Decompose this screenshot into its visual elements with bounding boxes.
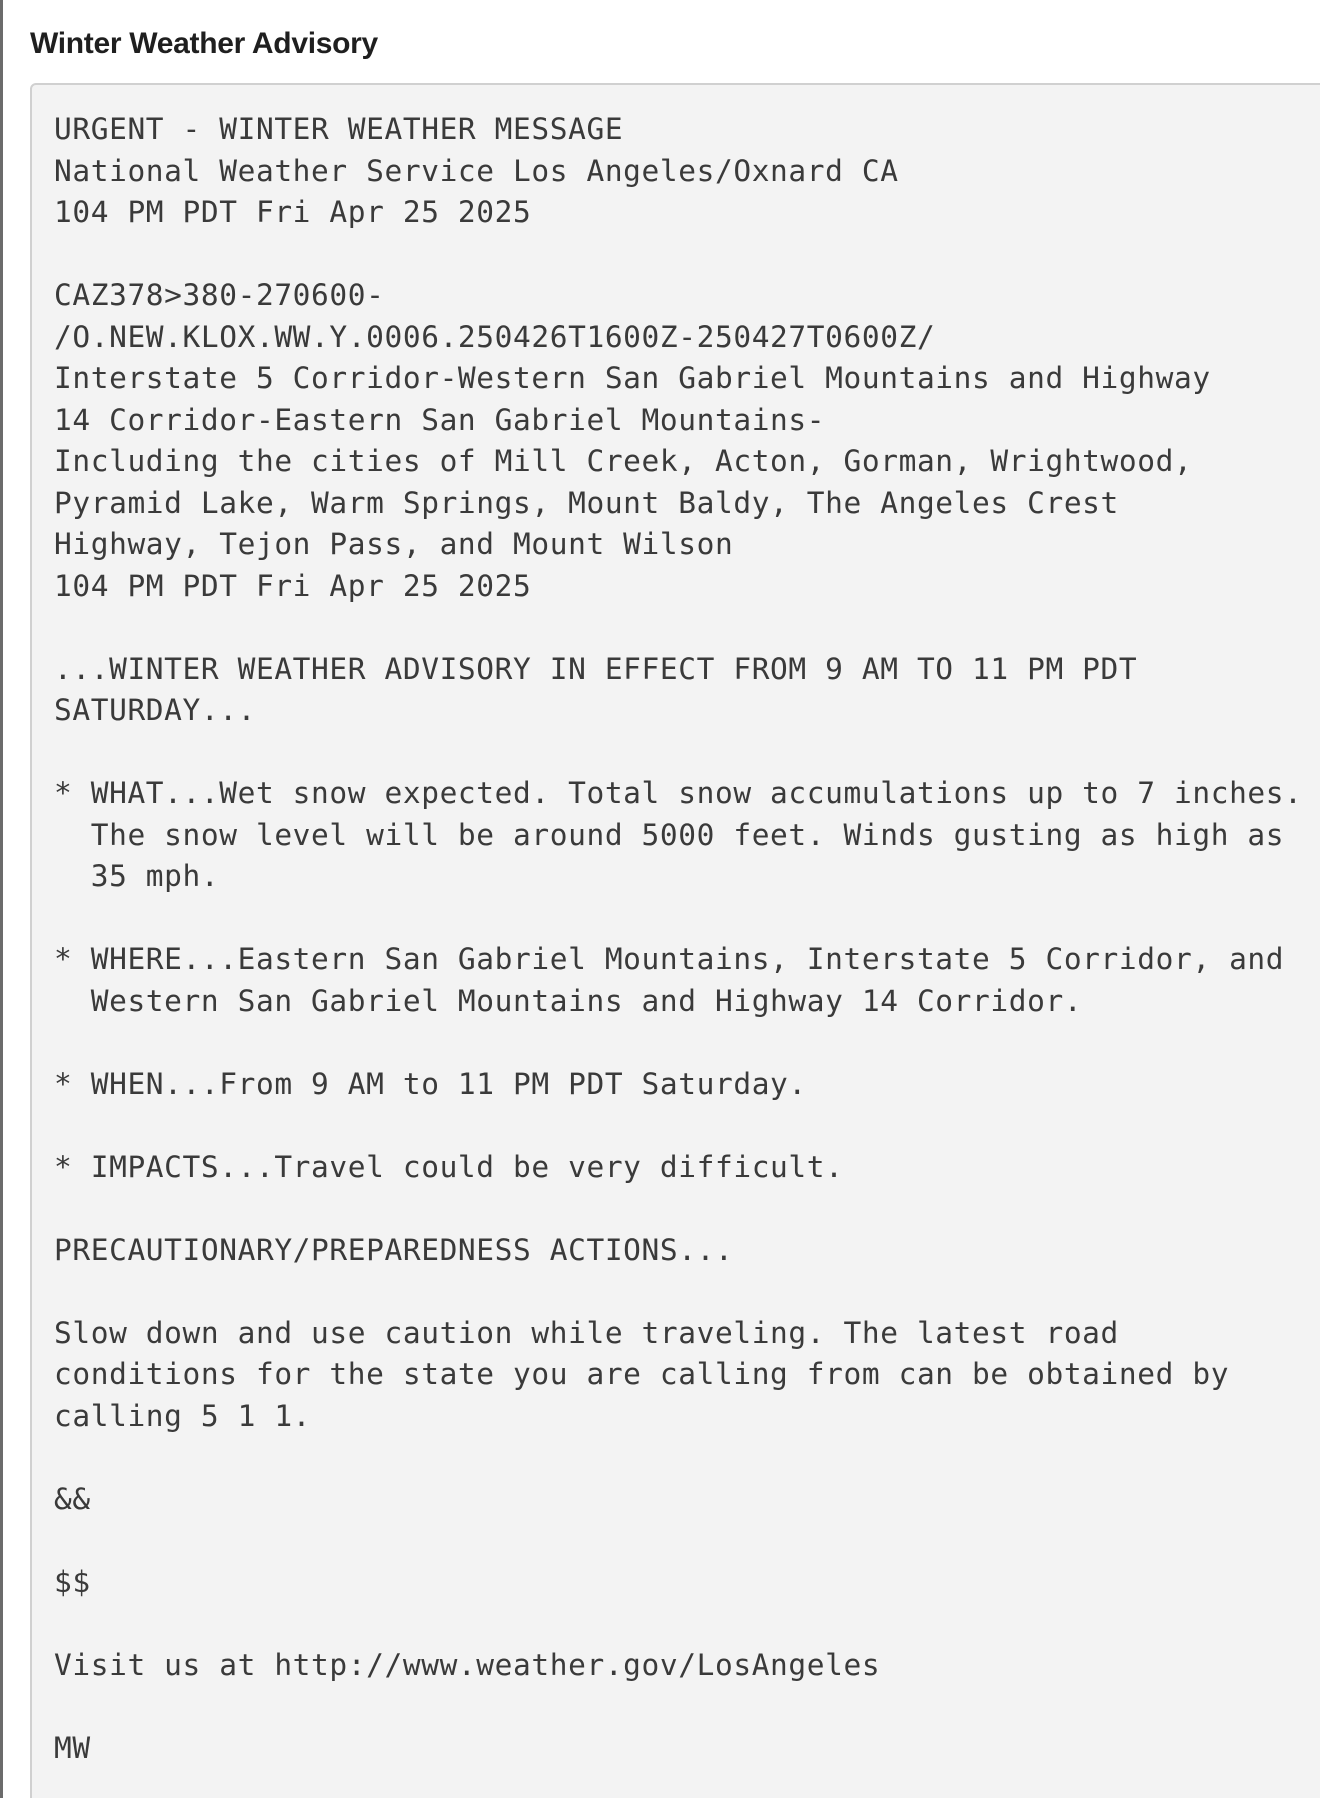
page-title: Winter Weather Advisory — [30, 27, 378, 60]
bulletin-text-box[interactable] — [30, 83, 1320, 1798]
left-border-rule — [0, 0, 3, 1798]
bulletin-text: URGENT - WINTER WEATHER MESSAGE National Weather Service Los Angeles/Oxnard CA 104 PM PDT Fri Apr 25 2025 CAZ378>380-270600- /O.NEW.KLOX.WW.Y.0006.250426T1600Z-250427T0600Z/ Interstate 5 Corridor-Western San Gabriel Mountains and Highway 14 Corridor-Eastern San Gabriel Mountains- Including the cities of Mill Creek, Acton, Gorman, Wrightwood, Pyramid Lake, Warm Springs, Mount Baldy, The Angeles Crest Highway, Tejon Pass, and Mount Wilson 104 PM PDT Fri Apr 25 2025 ...WINTER WEATHER ADVISORY IN EFFECT FROM 9 AM TO 11 PM PDT SATURDAY... * WHAT...Wet snow expected. Total snow accumulations up to 7 inches. The snow level will be around 5000 feet. Winds gusting as high as 35 mph. * WHERE...Eastern San Gabriel Mountains, Interstate 5 Corridor, and Western San Gabriel Mountains and Highway 14 Corridor. * WHEN...From 9 AM to 11 PM PDT Saturday. * IMPACTS...Travel could be very difficult. PRECAUTIONARY/PREPAREDNESS ACTIONS... Slow down and use caution while traveling. The latest road conditions for the state you are calling from can be obtained by calling 5 1 1. && $$ Visit us at http://www.weather.gov/LosAngeles MW — [54, 112, 1303, 1765]
